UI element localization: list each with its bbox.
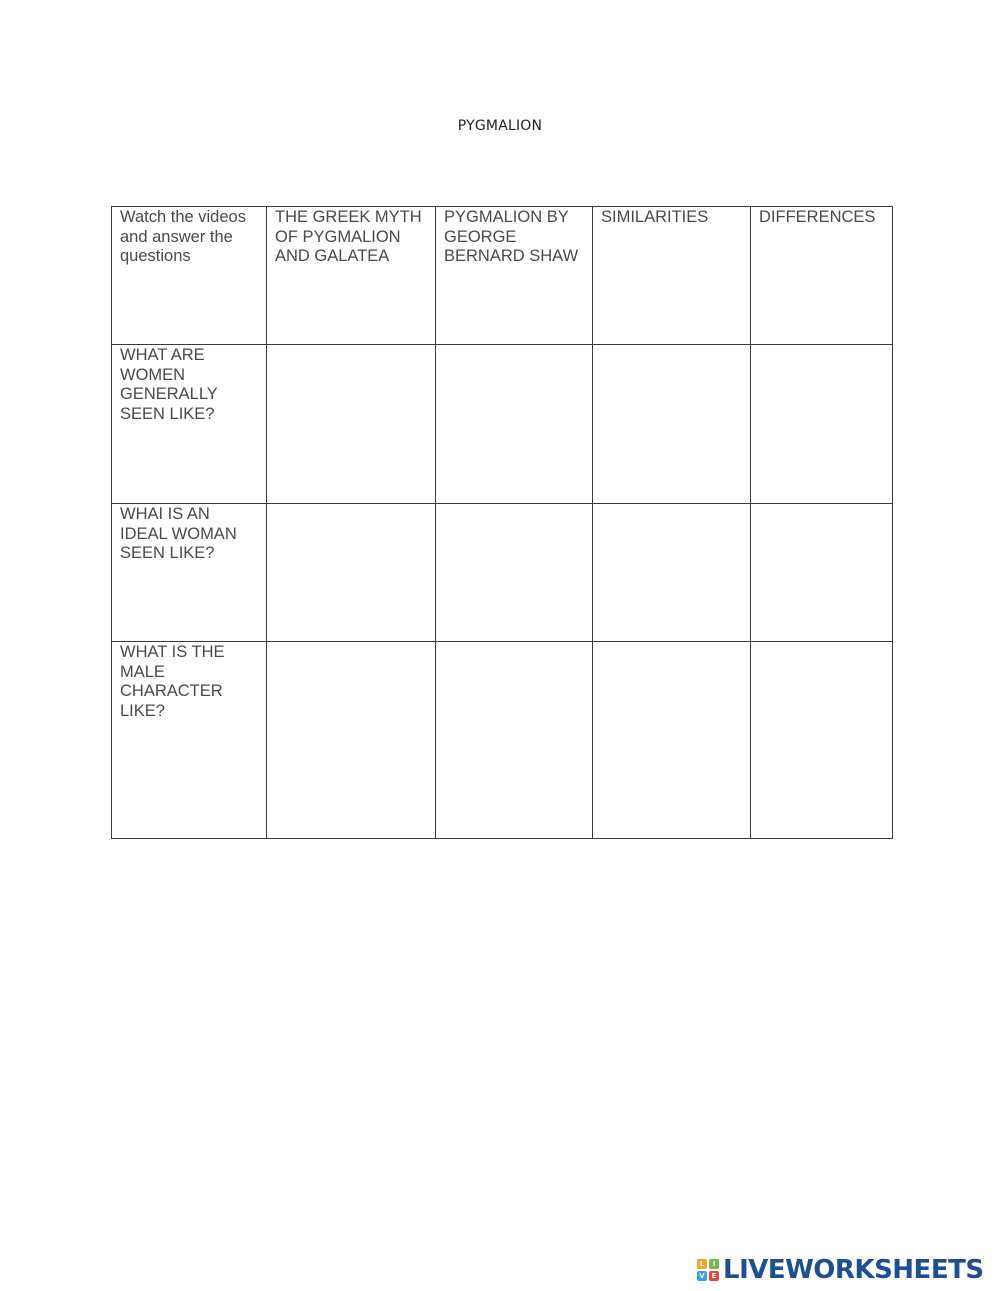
answer-cell-shaw-play[interactable] [436,504,593,642]
question-cell: WHAT IS THE MALE CHARACTER LIKE? [112,642,267,839]
page-title: PYGMALION [457,118,543,134]
answer-cell-greek-myth[interactable] [267,504,436,642]
question-cell: WHAI IS AN IDEAL WOMAN SEEN LIKE? [112,504,267,642]
answer-cell-differences[interactable] [751,504,893,642]
logo-square-e: E [709,1271,719,1281]
table-row [112,642,893,839]
column-header-greek-myth: THE GREEK MYTH OF PYGMALION AND GALATEA [267,207,436,345]
answer-cell-greek-myth[interactable] [267,642,436,839]
answer-cell-similarities[interactable] [593,345,751,504]
liveworksheets-logo-icon [697,1259,719,1281]
logo-square-v: V [697,1271,707,1281]
answer-cell-similarities[interactable] [593,642,751,839]
answer-cell-differences[interactable] [751,642,893,839]
logo-square-i: I [709,1259,719,1269]
liveworksheets-logo [697,1255,984,1285]
question-cell: WHAT ARE WOMEN GENERALLY SEEN LIKE? [112,345,267,504]
table-row [112,504,893,642]
answer-cell-similarities[interactable] [593,504,751,642]
answer-cell-greek-myth[interactable] [267,345,436,504]
answer-cell-shaw-play[interactable] [436,345,593,504]
column-header-differences: DIFFERENCES [751,207,893,345]
table-row [112,345,893,504]
instructions-cell: Watch the videos and answer the questions [112,207,267,345]
answer-cell-differences[interactable] [751,345,893,504]
worksheet-table [111,206,893,839]
answer-cell-shaw-play[interactable] [436,642,593,839]
logo-text: LIVEWORKSHEETS [723,1255,984,1285]
column-header-similarities: SIMILARITIES [593,207,751,345]
logo-square-l: L [697,1259,707,1269]
column-header-shaw-play: PYGMALION BY GEORGE BERNARD SHAW [436,207,593,345]
table-header-row [112,207,893,345]
